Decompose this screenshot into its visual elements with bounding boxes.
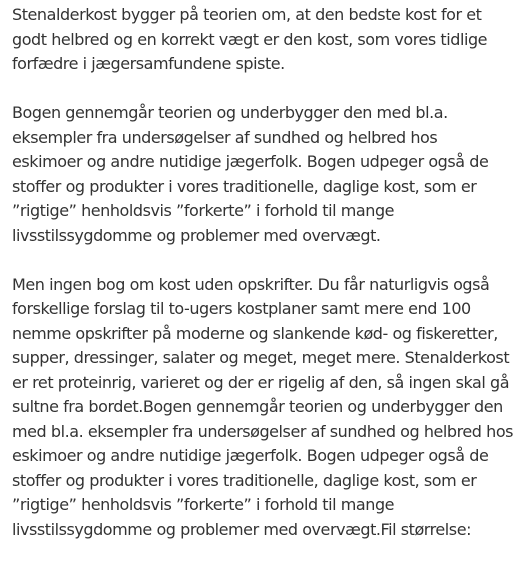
text-line: eskimoer og andre nutidige jægerfolk. Bogen udpeger også de bbox=[12, 446, 489, 465]
text-line: ”rigtige” henholdsvis ”forkerte” i forhold til mange bbox=[12, 495, 395, 514]
text-line: ”rigtige” henholdsvis ”forkerte” i forhold til mange bbox=[12, 201, 395, 220]
text-line: eskimoer og andre nutidige jægerfolk. Bogen udpeger også de bbox=[12, 152, 489, 171]
text-line: livsstilssygdomme og problemer med overvægt. bbox=[12, 225, 381, 245]
text-line: stoffer og produkter i vores traditionelle, daglige kost, som er bbox=[12, 176, 477, 196]
text-line: Men ingen bog om kost uden opskrifter. Du får naturligvis også bbox=[12, 274, 490, 294]
description-paragraph-3 bbox=[12, 273, 524, 543]
description-paragraph-2 bbox=[12, 101, 524, 248]
text-line: forskellige forslag til to-ugers kostplaner samt mere end 100 bbox=[12, 299, 471, 318]
text-line: Stenalderkost bygger på teorien om, at den bedste kost for et bbox=[12, 5, 482, 24]
description-paragraph-1 bbox=[12, 3, 524, 77]
text-line: er ret proteinrig, varieret og der er rigelig af den, så ingen skal gå bbox=[12, 372, 510, 392]
product-description bbox=[12, 3, 524, 567]
text-line: med bl.a. eksempler fra undersøgelser af sundhed og helbred hos bbox=[12, 421, 514, 441]
text-line: forfædre i jægersamfundene spiste. bbox=[12, 54, 285, 73]
text-line: stoffer og produkter i vores traditionelle, daglige kost, som er bbox=[12, 470, 477, 490]
text-line: livsstilssygdomme og problemer med overvægt.Fil størrelse: bbox=[12, 519, 472, 539]
text-line: eksempler fra undersøgelser af sundhed og helbred hos bbox=[12, 127, 438, 147]
text-line: godt helbred og en korrekt vægt er den kost, som vores tidlige bbox=[12, 29, 488, 49]
text-line: supper, dressinger, salater og meget, meget mere. Stenalderkost bbox=[12, 348, 510, 367]
text-line: nemme opskrifter på moderne og slankende kød- og fiskeretter, bbox=[12, 323, 498, 343]
text-line: Bogen gennemgår teorien og underbygger den med bl.a. bbox=[12, 103, 448, 122]
text-line: sultne fra bordet.Bogen gennemgår teorien og underbygger den bbox=[12, 397, 503, 416]
